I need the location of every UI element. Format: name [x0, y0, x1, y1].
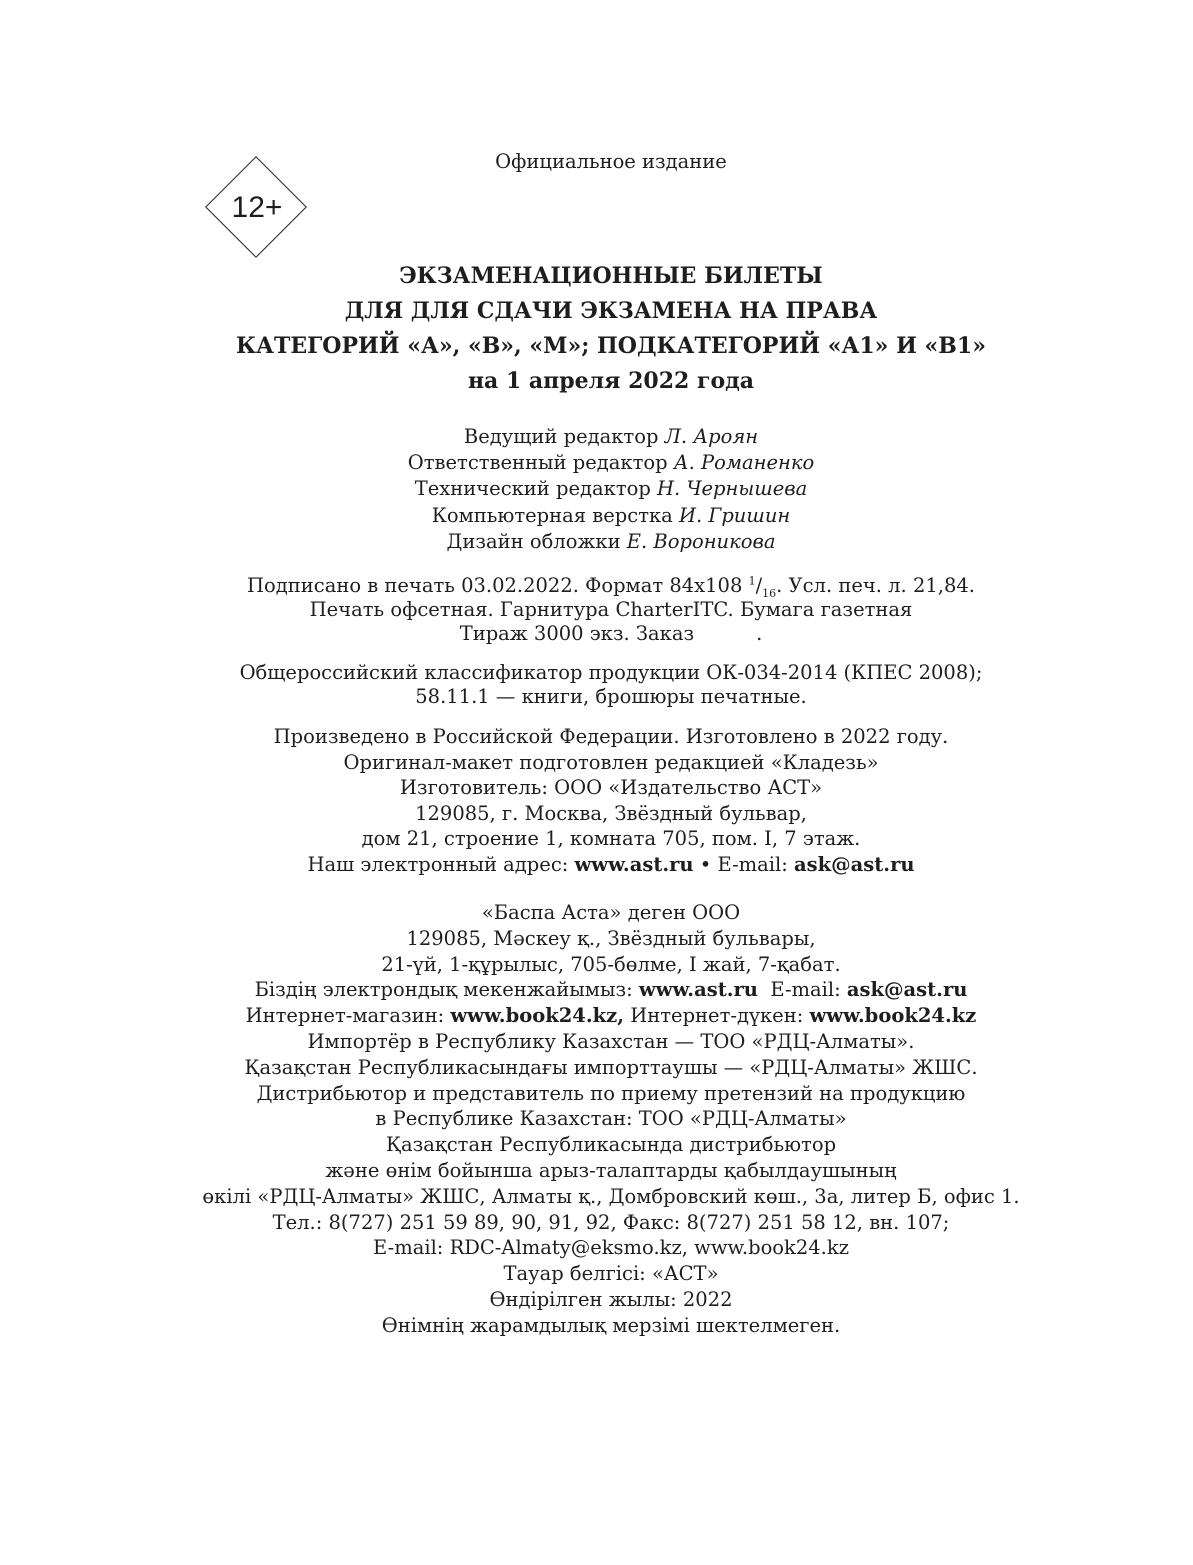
official-edition-label: Официальное издание — [495, 150, 727, 173]
credit-line — [0, 503, 1193, 529]
kz-line: в Республике Казахстан: ТОО «РДЦ-Алматы» — [375, 1107, 847, 1131]
print-info-block — [0, 574, 1193, 646]
email-link[interactable]: ask@ast.ru — [846, 978, 968, 1002]
manufacturer-line: Изготовитель: ООО «Издательство АСТ» — [399, 776, 823, 799]
print-format-text: Подписано в печать 03.02.2022. Формат 84х108 — [247, 574, 749, 597]
title-line: КАТЕГОРИЙ «А», «В», «M»; ПОДКАТЕГОРИЙ «А1» И «В1» — [236, 333, 986, 359]
shop-link-kz[interactable]: www.book24.kz — [809, 1004, 977, 1028]
age-rating-text: 12+ — [231, 191, 283, 224]
print-sheets-text: . Усл. печ. л. 21,84. — [776, 574, 975, 597]
credit-line — [0, 424, 1193, 450]
credit-name: Е. Ворониковa — [626, 529, 776, 553]
classifier-line: Общероссийский классификатор продукции ОК-034-2014 (КПЕС 2008); — [239, 661, 983, 684]
credit-role: Ведущий редактор — [463, 425, 665, 448]
contacts-separator: • E-mail: — [693, 852, 795, 876]
kz-phone-line: Тел.: 8(727) 251 59 89, 90, 91, 92, Факс: 8(727) 251 58 12, вн. 107; — [272, 1210, 950, 1234]
credit-name: А. Романенко — [673, 451, 815, 475]
classifier-line: 58.11.1 — книги, брошюры печатные. — [415, 685, 807, 708]
kz-line: және өнім бойынша арыз-талаптарды қабылдаушының — [325, 1158, 897, 1182]
kz-line: 21-үй, 1-құрылыс, 705-бөлме, I жай, 7-қабат. — [381, 952, 841, 976]
credit-line — [0, 450, 1193, 476]
contacts-line — [0, 852, 1193, 878]
format-fraction-denominator: 16 — [762, 586, 777, 600]
title-line: ЭКЗАМЕНАЦИОННЫЕ БИЛЕТЫ — [399, 263, 823, 289]
website-link[interactable]: www.ast.ru — [638, 978, 758, 1002]
credit-role: Ответственный редактор — [407, 451, 674, 475]
credit-role: Дизайн обложки — [446, 529, 627, 553]
kz-line: Өнімнің жарамдылық мерзімі шектелмеген. — [381, 1313, 841, 1337]
kz-email-line: E-mail: RDC-Almaty@eksmo.kz, www.book24.kz — [373, 1236, 849, 1260]
print-run-line: Тираж 3000 экз. Заказ . — [459, 622, 763, 645]
kz-line: Өндірілген жылы: 2022 — [489, 1287, 733, 1311]
kz-line: Импортёр в Республику Казахстан — ТОО «РДЦ-Алматы». — [307, 1029, 915, 1053]
classifier-block — [0, 661, 1193, 709]
print-format-line — [0, 574, 1193, 598]
contacts-label: Наш электронный адрес: — [307, 852, 575, 876]
shop-label: Интернет-магазин: — [245, 1004, 451, 1028]
credit-name: И. Гришин — [679, 503, 791, 527]
credit-name: Н. Чернышева — [657, 477, 808, 501]
print-type-line: Печать офсетная. Гарнитура CharterITC. Бумага газетная — [309, 598, 913, 621]
kz-line: өкілі «РДЦ-Алматы» ЖШС, Алматы қ., Домбровский көш., 3а, литер Б, офис 1. — [202, 1184, 1020, 1208]
book-title — [0, 259, 1193, 399]
format-fraction-numerator: 1 — [748, 574, 756, 588]
address-line: 129085, г. Москва, Звёздный бульвар, — [415, 801, 807, 825]
kazakhstan-info-block — [0, 900, 1193, 1339]
kz-email-label: E-mail: — [757, 978, 847, 1002]
production-line: Оригинал-макет подготовлен редакцией «Кладезь» — [343, 750, 879, 774]
kz-line: Қазақстан Республикасында дистрибьютор — [385, 1133, 837, 1157]
age-rating-badge — [205, 156, 309, 260]
shop-label-kz: Интернет-дүкен: — [624, 1004, 810, 1028]
kz-contacts-line — [0, 977, 1193, 1003]
title-date: на 1 апреля 2022 года — [467, 368, 755, 394]
credits-block — [0, 424, 1193, 555]
production-line: Произведено в Российской Федерации. Изготовлено в 2022 году. — [273, 725, 949, 748]
kz-shop-line — [0, 1003, 1193, 1029]
title-line: ДЛЯ ДЛЯ СДАЧИ ЭКЗАМЕНА НА ПРАВА — [344, 298, 878, 324]
address-line: дом 21, строение 1, комната 705, пом. I, 7 этаж. — [361, 827, 861, 850]
kz-line: 129085, Мәскеу қ., Звёздный бульвары, — [406, 926, 816, 950]
website-link[interactable]: www.ast.ru — [574, 852, 694, 876]
kz-line: «Баспа Аста» деген ООО — [481, 901, 741, 924]
kz-line: Дистрибьютор и представитель по приему претензий на продукцию — [256, 1081, 966, 1105]
credit-name: Л. Ароян — [664, 425, 759, 448]
credit-line — [0, 476, 1193, 502]
production-block — [0, 724, 1193, 877]
format-fraction-slash: / — [755, 574, 763, 597]
kz-contacts-label: Біздің электрондық мекенжайымыз: — [254, 978, 639, 1002]
credit-line — [0, 529, 1193, 555]
credit-role: Компьютерная верстка — [431, 503, 679, 527]
kz-line: Қазақстан Республикасындағы импорттаушы — «РДЦ-Алматы» ЖШС. — [244, 1055, 978, 1079]
email-link[interactable]: ask@ast.ru — [794, 852, 915, 876]
shop-link[interactable]: www.book24.kz, — [450, 1004, 625, 1028]
credit-role: Технический редактор — [414, 477, 658, 501]
kz-line: Тауар белгісі: «АСТ» — [503, 1262, 719, 1286]
